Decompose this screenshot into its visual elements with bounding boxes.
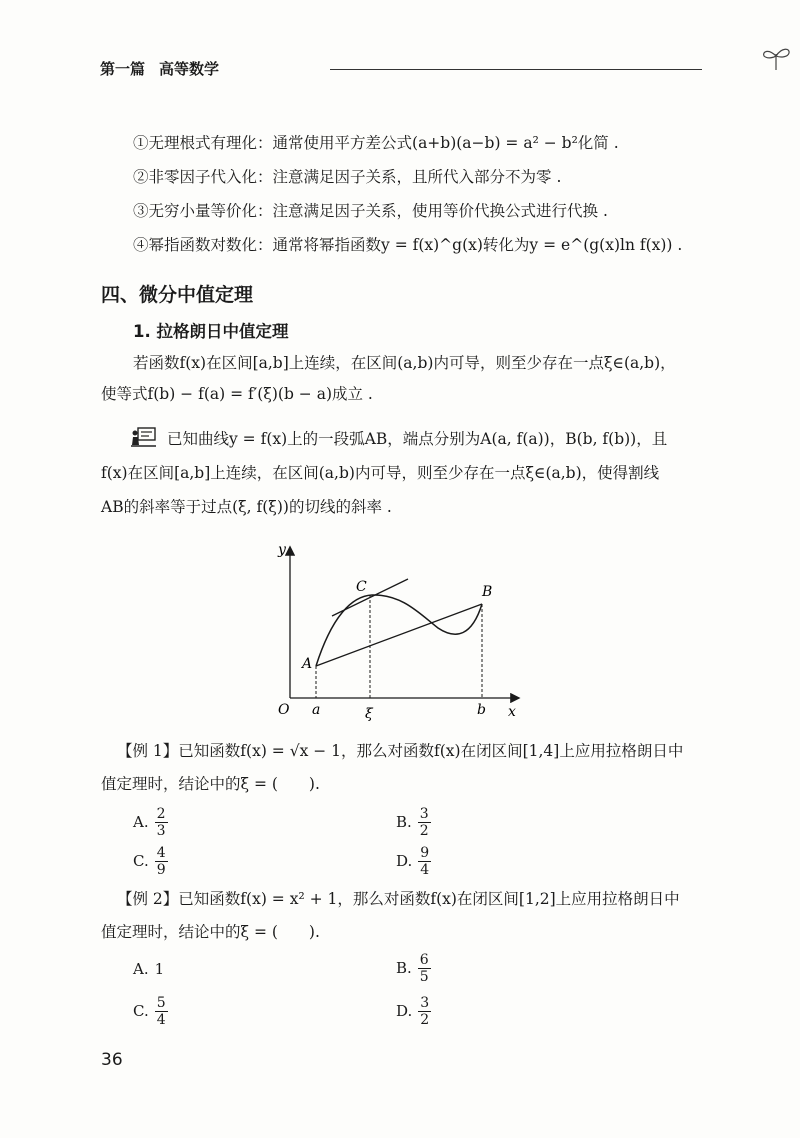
label-a: a <box>312 702 321 718</box>
example-2-line-2: 值定理时，结论中的ξ = ( ). <box>101 923 320 941</box>
example-1-line-1: 【例 1】已知函数f(x) = √x − 1，那么对函数f(x)在闭区间[1,4]上应用拉格朗日中 <box>117 742 684 760</box>
option-label: A. <box>133 812 149 831</box>
fraction <box>418 845 431 878</box>
option-label: B. <box>396 958 412 977</box>
header-rule <box>330 69 702 70</box>
numerator: 4 <box>156 845 166 861</box>
label-y: y <box>278 542 286 558</box>
numerator: 2 <box>156 806 166 822</box>
header-title <box>100 58 233 79</box>
method-4-label: ④幂指函数对数化： <box>133 236 273 254</box>
option-label: D. <box>396 851 413 870</box>
method-1-text: 通常使用平方差公式(a+b)(a−b) = a² − b²化简 . <box>272 134 619 152</box>
example-2-option-c <box>133 995 168 1028</box>
numerator: 6 <box>419 952 429 968</box>
fraction <box>155 995 168 1028</box>
label-point-a: A <box>302 656 313 672</box>
theorem-line-2: 使等式f(b) − f(a) = f′(ξ)(b − a)成立 . <box>101 385 373 403</box>
numerator: 9 <box>420 845 430 861</box>
method-2 <box>133 166 561 188</box>
label-origin: O <box>278 702 290 718</box>
header-part: 第一篇 <box>100 60 146 78</box>
denominator: 2 <box>419 823 429 839</box>
fraction <box>418 806 431 839</box>
header-topic: 高等数学 <box>159 60 220 78</box>
method-2-label: ②非零因子代入化： <box>133 168 273 186</box>
fraction <box>155 845 168 878</box>
option-label: C. <box>133 851 149 870</box>
note-line-1 <box>131 427 667 450</box>
curve-arc-ab <box>316 595 482 666</box>
label-b: b <box>477 702 486 718</box>
teacher-board-icon <box>131 427 157 447</box>
denominator: 4 <box>156 1012 166 1028</box>
subsection-title: 1. 拉格朗日中值定理 <box>133 322 289 341</box>
page-number: 36 <box>101 1050 123 1070</box>
numerator: 3 <box>419 806 429 822</box>
method-3-text: 注意满足因子关系，使用等价代换公式进行代换 . <box>272 202 608 220</box>
method-4 <box>133 234 682 256</box>
running-header <box>100 58 700 88</box>
option-label: A. <box>133 960 149 978</box>
mean-value-graph <box>270 536 530 724</box>
method-1-label: ①无理根式有理化： <box>133 134 273 152</box>
example-1-line-2: 值定理时，结论中的ξ = ( ). <box>101 775 320 793</box>
label-xi: ξ <box>365 706 373 722</box>
denominator: 5 <box>419 969 429 985</box>
option-label: B. <box>396 812 412 831</box>
example-1-option-d <box>396 845 431 878</box>
note-text-1: 已知曲线y = f(x)上的一段弧AB，端点分别为A(a, f(a))，B(b, f(b))，且 <box>167 430 668 448</box>
label-x: x <box>508 704 516 720</box>
example-2-option-a <box>133 960 164 978</box>
option-label: C. <box>133 1001 149 1020</box>
fraction <box>155 806 168 839</box>
numerator: 3 <box>420 995 430 1011</box>
section-title: 四、微分中值定理 <box>101 284 254 306</box>
theorem-line-1: 若函数f(x)在区间[a,b]上连续，在区间(a,b)内可导，则至少存在一点ξ∈(a,b)， <box>133 354 676 372</box>
fraction <box>418 952 431 985</box>
method-3-label: ③无穷小量等价化： <box>133 202 273 220</box>
denominator: 3 <box>156 823 166 839</box>
method-1 <box>133 132 619 154</box>
label-point-c: C <box>356 579 367 595</box>
method-4-text: 通常将幂指函数y = f(x)^g(x)转化为y = e^(g(x)ln f(x)) . <box>272 236 683 254</box>
example-2-line-1: 【例 2】已知函数f(x) = x² + 1，那么对函数f(x)在闭区间[1,2]上应用拉格朗日中 <box>117 890 680 908</box>
example-2-option-d <box>396 995 431 1028</box>
example-1-option-b <box>396 806 431 839</box>
numerator: 5 <box>156 995 166 1011</box>
example-2-option-b <box>396 952 431 985</box>
denominator: 4 <box>420 862 430 878</box>
fraction <box>418 995 431 1028</box>
note-line-2: f(x)在区间[a,b]上连续，在区间(a,b)内可导，则至少存在一点ξ∈(a,b)，使得割线 <box>101 464 660 482</box>
option-label: D. <box>396 1001 413 1020</box>
option-value: 1 <box>154 960 165 978</box>
label-point-b: B <box>482 584 493 600</box>
method-2-text: 注意满足因子关系，且所代入部分不为零 . <box>272 168 562 186</box>
example-1-option-a <box>133 806 168 839</box>
note-line-3: AB的斜率等于过点(ξ, f(ξ))的切线的斜率 . <box>101 498 392 516</box>
sprout-icon <box>758 44 798 72</box>
method-3 <box>133 200 608 222</box>
denominator: 2 <box>420 1012 430 1028</box>
denominator: 9 <box>156 862 166 878</box>
example-1-option-c <box>133 845 168 878</box>
